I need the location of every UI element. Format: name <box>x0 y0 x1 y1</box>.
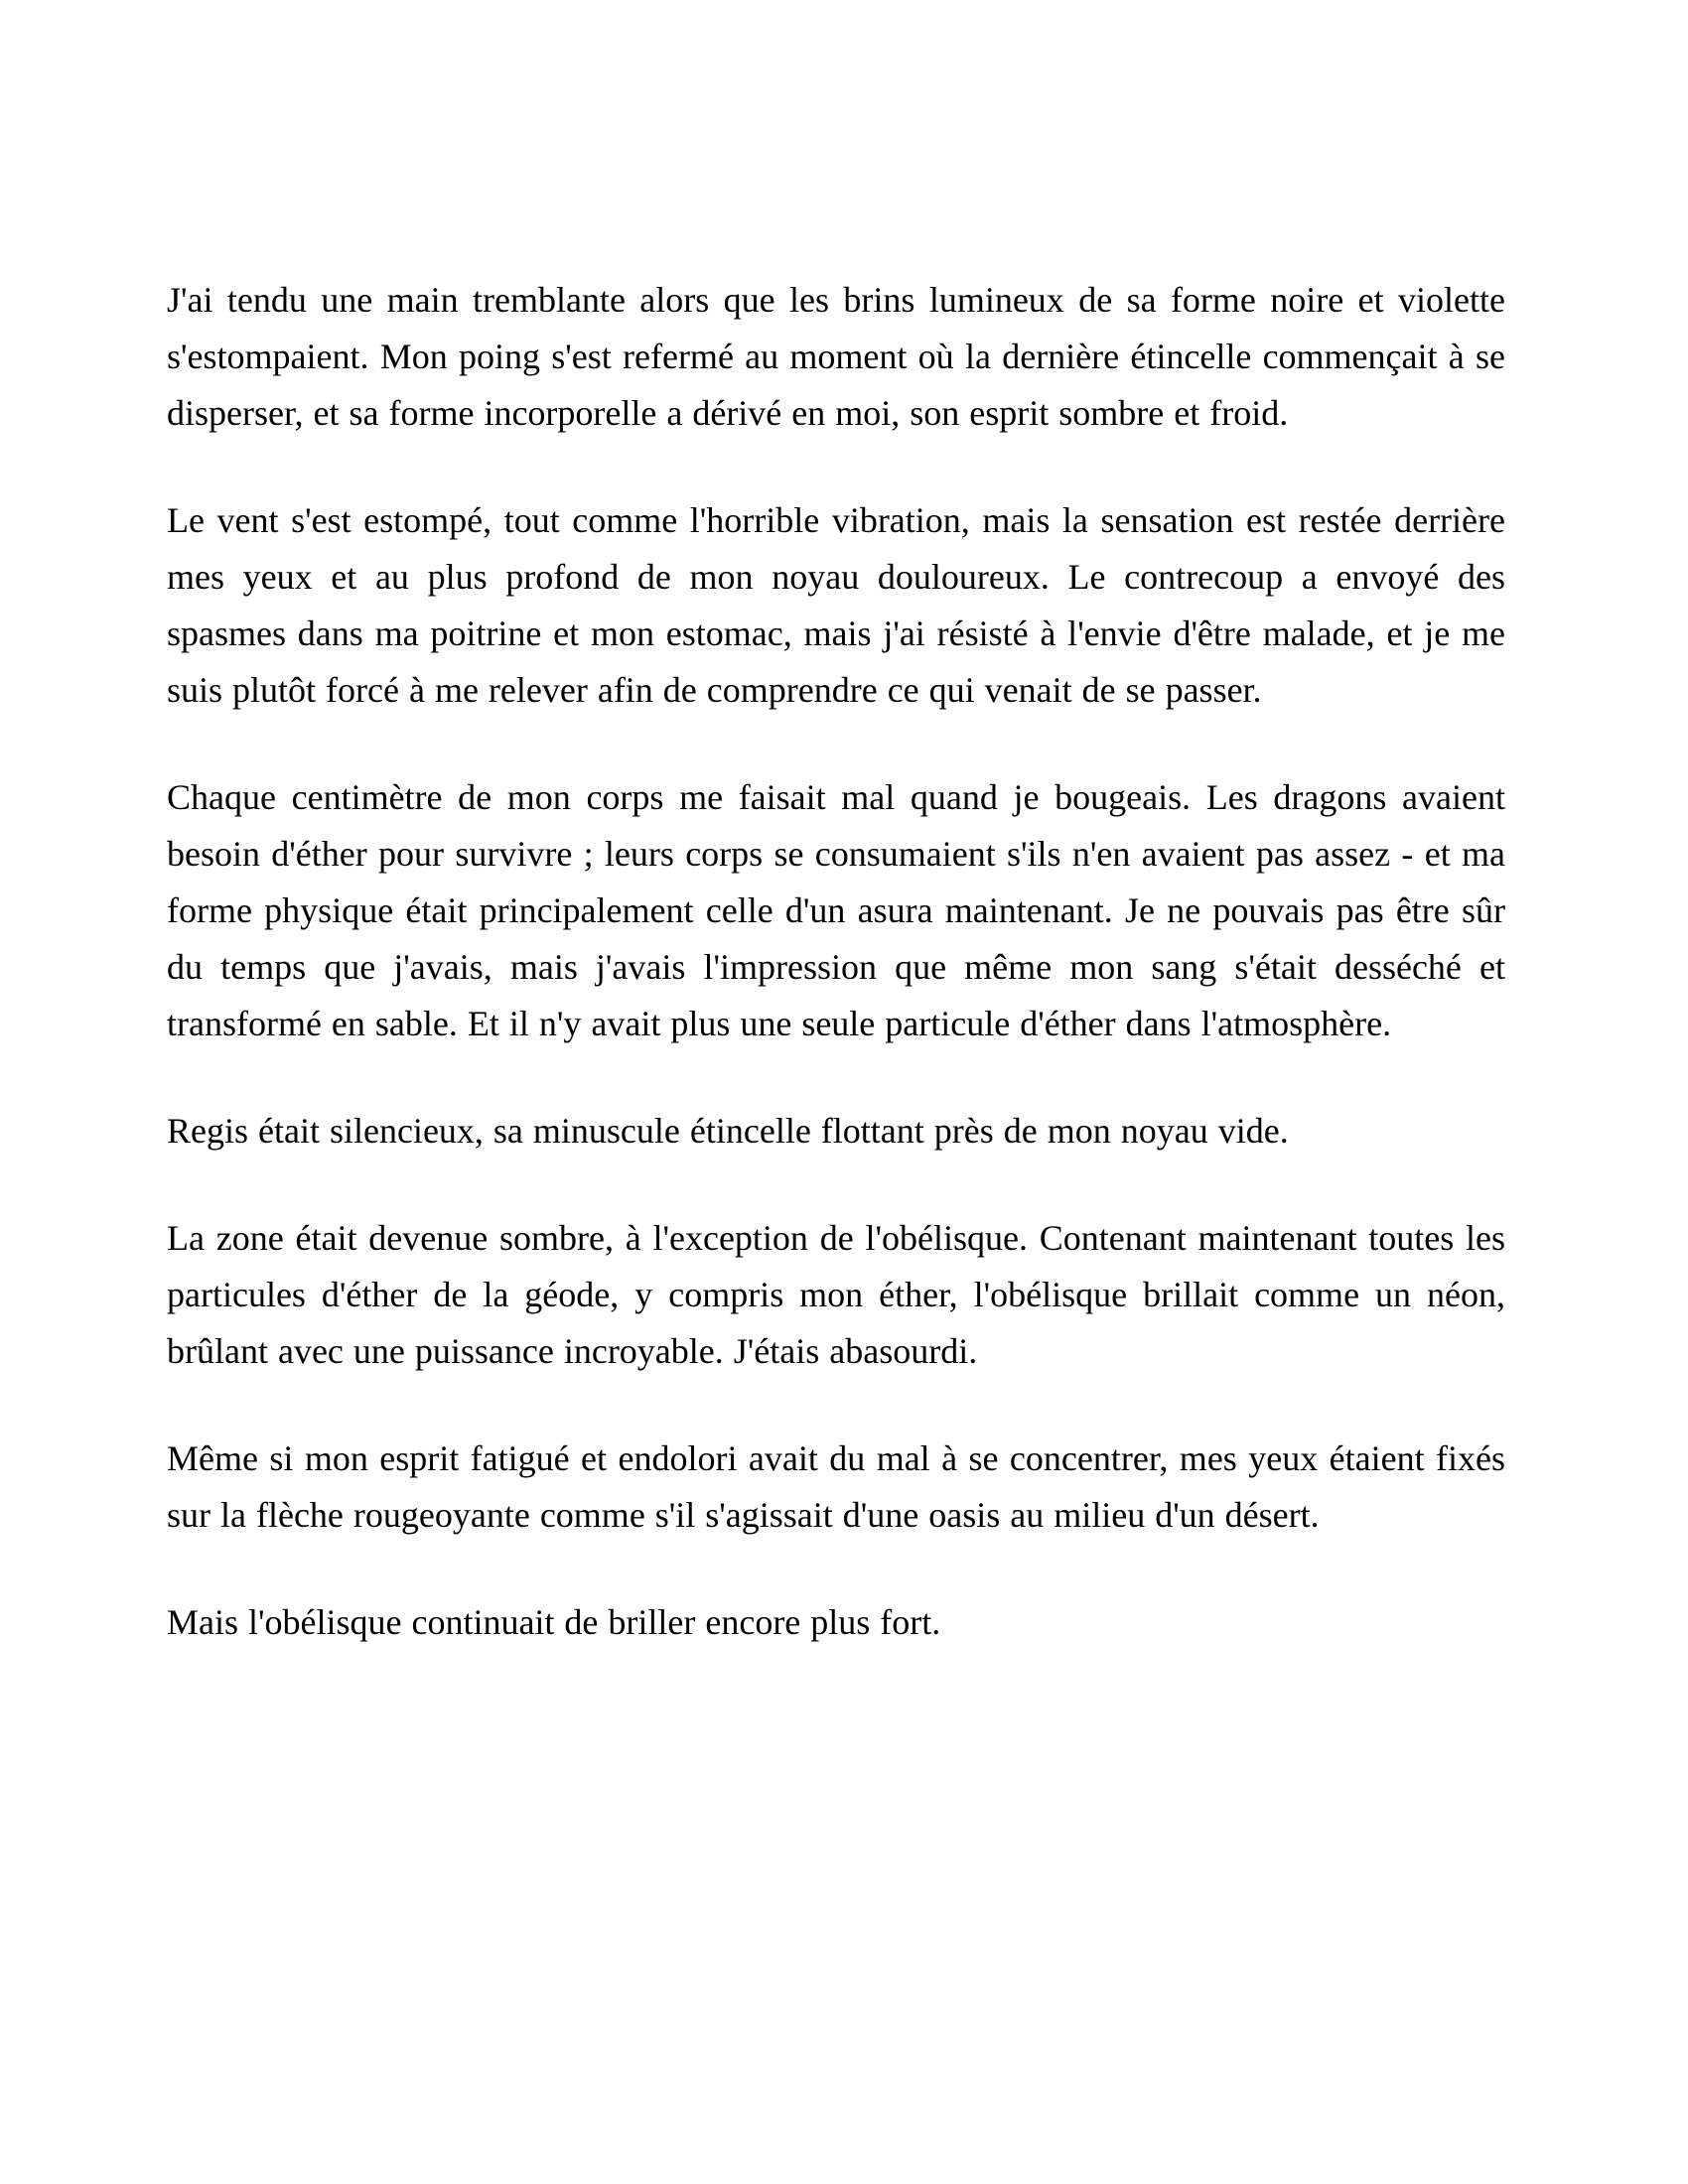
paragraph: Mais l'obélisque continuait de briller encore plus fort. <box>167 1602 941 1642</box>
paragraph: La zone était devenue sombre, à l'exception de l'obélisque. Contenant maintenant toutes les particules d'éther de la géode, y compris mon éther, l'obélisque brillait comme un néon, brûlant avec une puissance incroyable. J'étais abasourdi. <box>167 1218 1505 1371</box>
paragraph: Regis était silencieux, sa minuscule étincelle flottant près de mon noyau vide. <box>167 1111 1289 1151</box>
paragraph: Même si mon esprit fatigué et endolori avait du mal à se concentrer, mes yeux étaient fixés sur la flèche rougeoyante comme s'il s'agissait d'une oasis au milieu d'un désert. <box>167 1438 1505 1535</box>
paragraph: Chaque centimètre de mon corps me faisait mal quand je bougeais. Les dragons avaient besoin d'éther pour survivre ; leurs corps se consumaient s'ils n'en avaient pas assez - et ma forme physique était principalement celle d'un asura maintenant. Je ne pouvais pas être sûr du temps que j'avais, mais j'avais l'impression que même mon sang s'était desséché et transformé en sable. Et il n'y avait plus une seule particule d'éther dans l'atmosphère. <box>167 777 1505 1043</box>
paragraph: J'ai tendu une main tremblante alors que les brins lumineux de sa forme noire et violette s'estompaient. Mon poing s'est refermé au moment où la dernière étincelle commençait à se disperser, et sa forme incorporelle a dérivé en moi, son esprit sombre et froid. <box>167 280 1505 433</box>
paragraph: Le vent s'est estompé, tout comme l'horrible vibration, mais la sensation est restée derrière mes yeux et au plus profond de mon noyau douloureux. Le contrecoup a envoyé des spasmes dans ma poitrine et mon estomac, mais j'ai résisté à l'envie d'être malade, et je me suis plutôt forcé à me relever afin de comprendre ce qui venait de se passer. <box>167 500 1505 710</box>
text-block <box>167 272 1505 1651</box>
